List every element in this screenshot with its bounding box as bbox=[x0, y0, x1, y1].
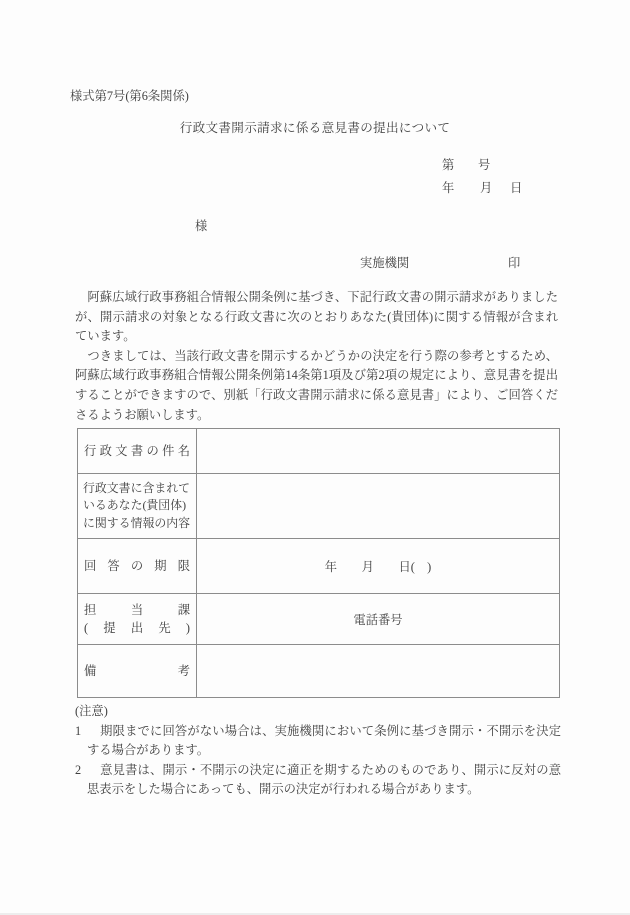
body-paragraph-2: つきましては、当該行政文書を開示するかどうかの決定を行う際の参考とするため、阿蘇広域行政事務組合情報公開条例第14条第1項及び第2項の規定により、意見書を提出することができますので、別紙「行政文書開示請求に係る意見書」により、ご回答くださるようお願いします。 bbox=[75, 348, 558, 422]
note-item-1 bbox=[75, 722, 561, 761]
note-text-1: 期限までに回答がない場合は、実施機関において条例に基づき開示・不開示を決定する場合があります。 bbox=[87, 723, 561, 758]
notes-heading: (注意) bbox=[75, 704, 108, 718]
issuer-label: 実施機関 bbox=[360, 256, 410, 270]
note-number-2: 2 bbox=[75, 762, 82, 777]
table-row-remarks bbox=[78, 645, 560, 698]
notes-section bbox=[75, 702, 561, 800]
date-month-label: 月 bbox=[480, 181, 493, 195]
body-text bbox=[75, 288, 558, 425]
label-responsible-section: 担当課 (提出先) bbox=[78, 594, 197, 645]
value-included-info bbox=[197, 474, 560, 539]
value-document-name bbox=[197, 429, 560, 474]
note-number-1: 1 bbox=[75, 723, 82, 738]
value-phone-number: 電話番号 bbox=[197, 594, 560, 645]
table-row-document-name bbox=[78, 429, 560, 474]
date-day-label: 日 bbox=[510, 181, 523, 195]
table-row-included-info bbox=[78, 474, 560, 539]
value-remarks bbox=[197, 645, 560, 698]
opinion-request-table bbox=[77, 428, 560, 698]
date-year-label: 年 bbox=[442, 181, 455, 195]
table-row-reply-deadline bbox=[78, 539, 560, 594]
addressee-suffix: 様 bbox=[195, 219, 208, 233]
value-reply-deadline: 年 月 日( ) bbox=[197, 539, 560, 594]
seal-mark: 印 bbox=[508, 256, 521, 270]
body-paragraph-1: 阿蘇広域行政事務組合情報公開条例に基づき、下記行政文書の開示請求がありましたが、開示請求の対象となる行政文書に次のとおりあなた(貴団体)に関する情報が含まれています。 bbox=[75, 290, 558, 344]
label-remarks: 備考 bbox=[78, 645, 197, 698]
doc-number-prefix: 第 bbox=[442, 158, 455, 172]
table-row-responsible-section bbox=[78, 594, 560, 645]
form-number: 様式第7号(第6条関係) bbox=[70, 89, 189, 103]
note-text-2: 意見書は、開示・不開示の決定に適正を期するためのものであり、開示に反対の意思表示をした場合にあっても、開示の決定が行われる場合があります。 bbox=[87, 762, 561, 797]
page-title: 行政文書開示請求に係る意見書の提出について bbox=[179, 121, 451, 135]
doc-number-suffix: 号 bbox=[478, 158, 491, 172]
label-document-name: 行政文書の件名 bbox=[78, 429, 197, 474]
note-item-2 bbox=[75, 761, 561, 800]
label-reply-deadline: 回答の期限 bbox=[78, 539, 197, 594]
label-included-info: 行政文書に含まれて いるあなた(貴団体) に関する情報の内容 bbox=[78, 474, 197, 539]
